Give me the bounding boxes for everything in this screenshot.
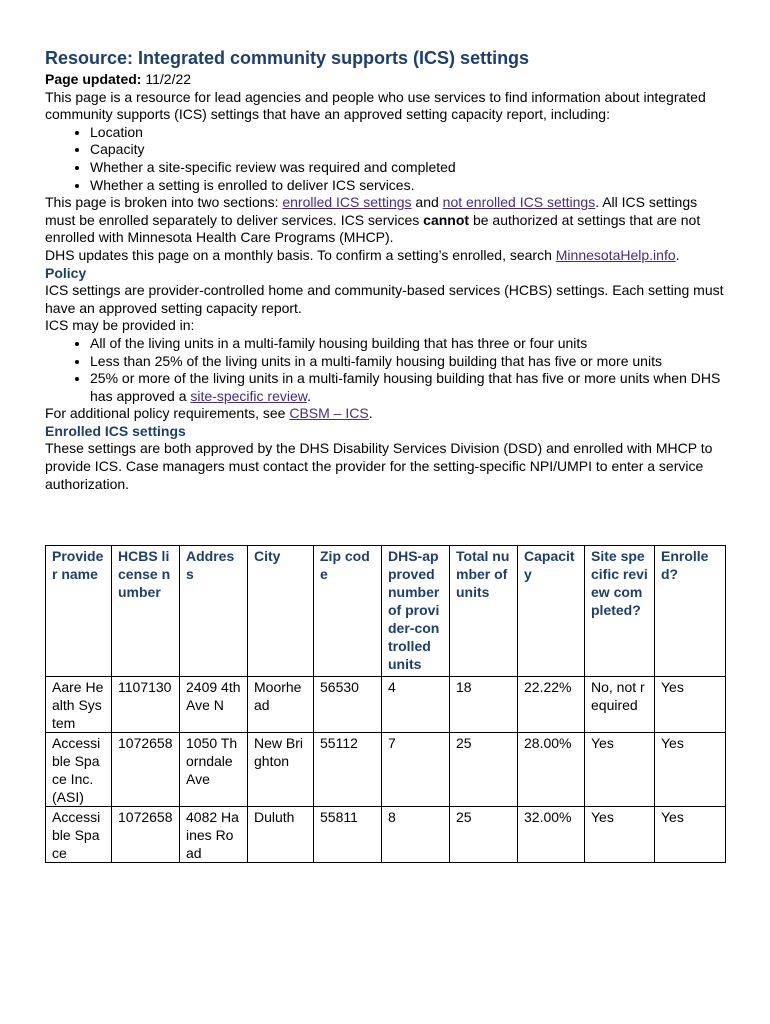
header-city: City: [248, 546, 314, 677]
text-run: .: [368, 405, 373, 422]
enrolled-paragraph: These settings are both approved by the DHS Disability Services Division (DSD) and enrolled with MHCP to provide ICS. Case managers must contact the provider for the setting-specific NPI/UMPI to enter a service authorization.: [45, 440, 713, 492]
updated-date: 11/2/22: [145, 71, 192, 87]
cell-review-completed: No, not required: [585, 677, 655, 733]
header-license-number: HCBS license number: [112, 546, 180, 677]
not-enrolled-settings-link[interactable]: not enrolled ICS settings: [442, 194, 596, 211]
header-address: Address: [180, 546, 248, 677]
cell-capacity: 32.00%: [518, 807, 585, 863]
header-review-completed: Site specific review completed?: [585, 546, 655, 677]
enrolled-settings-link[interactable]: enrolled ICS settings: [282, 194, 412, 211]
policy-list: [45, 335, 725, 405]
header-zip-code: Zip code: [314, 546, 382, 677]
cell-license-number: 1107130: [112, 677, 180, 733]
text-run: This page is broken into two sections:: [45, 194, 283, 211]
cell-review-completed: Yes: [585, 733, 655, 807]
cell-city: New Brighton: [248, 733, 314, 807]
cell-total-units: 18: [450, 677, 518, 733]
policy-more-paragraph: [45, 405, 725, 423]
enrolled-settings-table: [45, 545, 726, 863]
cell-provider-name: Accessible Space: [46, 807, 112, 863]
cell-provider-name: Aare Health System: [46, 677, 112, 733]
header-approved-units: DHS-approved number of provider-controlled units: [382, 546, 450, 677]
header-capacity: Capacity: [518, 546, 585, 677]
cell-zip-code: 56530: [314, 677, 382, 733]
table-row: [46, 807, 726, 863]
policy-list-item: • Less than 25% of the living units in a multi-family housing building that has five or more units: [90, 353, 725, 371]
cell-enrolled: Yes: [655, 733, 726, 807]
intro-list: [45, 124, 725, 194]
intro-list-item: • Capacity: [90, 141, 725, 159]
cell-review-completed: Yes: [585, 807, 655, 863]
text-run: DHS updates this page on a monthly basis. To confirm a setting’s enrolled, search: [45, 246, 556, 263]
policy-heading: Policy: [45, 264, 87, 281]
updates-paragraph: [45, 247, 725, 265]
policy-intro: ICS may be provided in:: [45, 317, 195, 334]
text-run: 25% or more of the living units in a multi-family housing building that has five or more units when DHS has approved a: [90, 370, 721, 404]
cell-zip-code: 55811: [314, 807, 382, 863]
intro-list-item: • Whether a site-specific review was required and completed: [90, 159, 725, 177]
table-header-row: [46, 546, 726, 677]
cell-address: 4082 Haines Road: [180, 807, 248, 863]
text-run: . All ICS settings must be enrolled separately to deliver services. ICS services: [45, 194, 698, 228]
header-enrolled: Enrolled?: [655, 546, 726, 677]
intro-list-item: • Location: [90, 124, 725, 142]
cell-approved-units: 4: [382, 677, 450, 733]
table-row: [46, 733, 726, 807]
text-run: be authorized at settings that are not enrolled with Minnesota Health Care Programs (MHCP).: [45, 211, 701, 246]
cell-approved-units: 8: [382, 807, 450, 863]
cell-total-units: 25: [450, 733, 518, 807]
cell-address: 2409 4th Ave N: [180, 677, 248, 733]
enrolled-heading: Enrolled ICS settings: [45, 422, 186, 439]
cell-capacity: 28.00%: [518, 733, 585, 807]
policy-paragraph: ICS settings are provider-controlled home and community-based services (HCBS) settings. Each setting must have an approved setting capacity report.: [45, 282, 724, 316]
intro-list-item: • Whether a setting is enrolled to deliver ICS services.: [90, 177, 725, 195]
text-run: .: [675, 246, 680, 263]
text-run: .: [307, 387, 311, 404]
bold-text: cannot: [423, 211, 470, 228]
cell-enrolled: Yes: [655, 677, 726, 733]
cell-address: 1050 Thorndale Ave: [180, 733, 248, 807]
header-total-units: Total number of units: [450, 546, 518, 677]
cell-capacity: 22.22%: [518, 677, 585, 733]
header-provider-name: Provider name: [46, 546, 112, 677]
cell-license-number: 1072658: [112, 733, 180, 807]
updated-line: [45, 71, 725, 89]
sections-paragraph: [45, 194, 725, 247]
policy-list-item: • All of the living units in a multi-family housing building that has three or four units: [90, 335, 725, 353]
text-run: and: [411, 194, 443, 211]
cell-city: Duluth: [248, 807, 314, 863]
intro-paragraph: This page is a resource for lead agencies and people who use services to find information about integrated community supports (ICS) settings that have an approved setting capacity report, including:: [45, 88, 706, 123]
table-row: [46, 677, 726, 733]
cell-total-units: 25: [450, 807, 518, 863]
cell-provider-name: Accessible Space Inc. (ASI): [46, 733, 112, 807]
cell-license-number: 1072658: [112, 807, 180, 863]
updated-label: Page updated:: [45, 71, 142, 87]
cell-city: Moorhead: [248, 677, 314, 733]
minnesota-help-link[interactable]: MinnesotaHelp.info: [555, 246, 676, 263]
site-specific-review-link[interactable]: site-specific review: [190, 387, 308, 404]
page-title: Resource: Integrated community supports (ICS) settings: [45, 48, 530, 68]
cbsm-ics-link[interactable]: CBSM – ICS: [289, 405, 369, 422]
cell-approved-units: 7: [382, 733, 450, 807]
cell-zip-code: 55112: [314, 733, 382, 807]
text-run: For additional policy requirements, see: [45, 405, 290, 422]
spacer: [45, 493, 725, 545]
cell-enrolled: Yes: [655, 807, 726, 863]
policy-list-item: [90, 370, 725, 405]
